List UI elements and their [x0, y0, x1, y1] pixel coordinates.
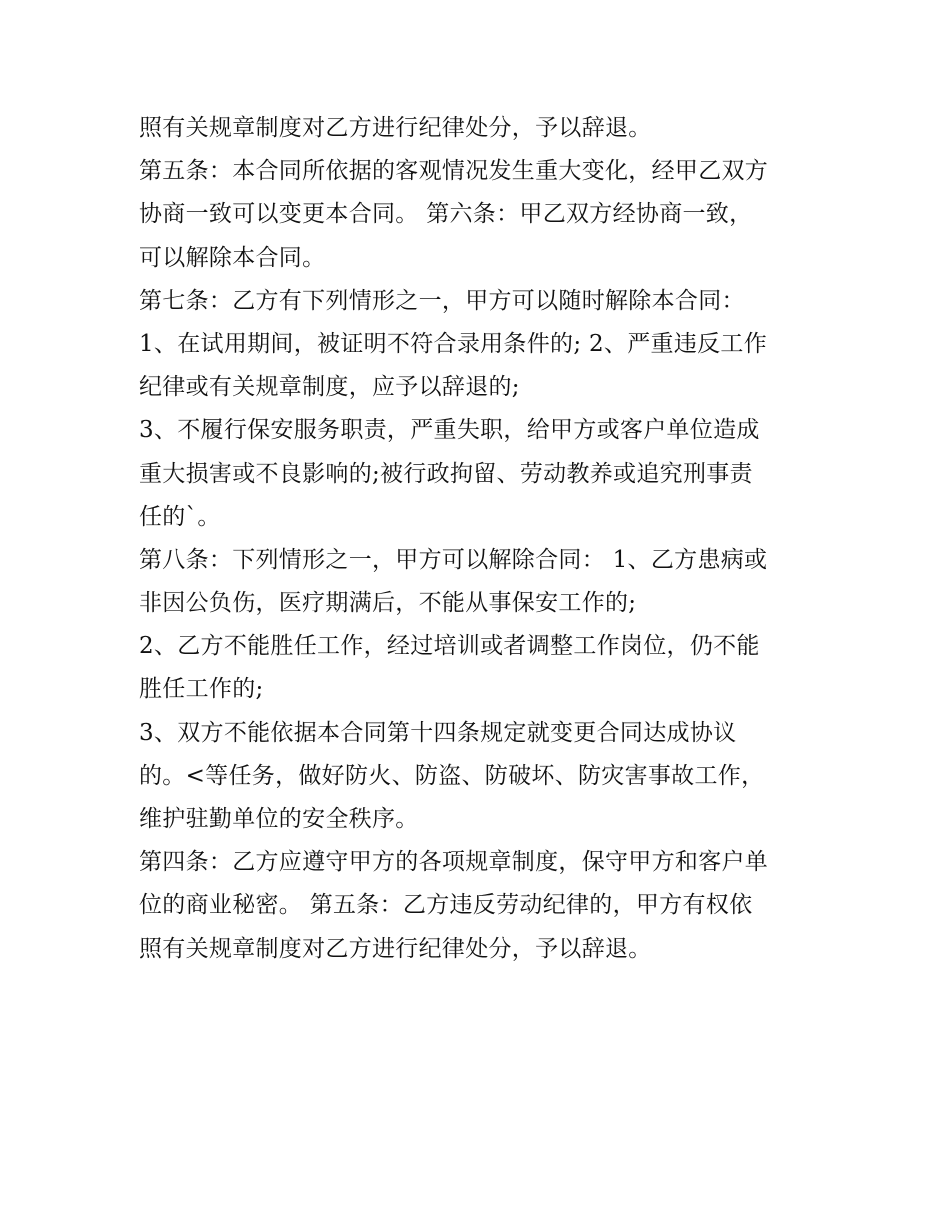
- text-line: 2、乙方不能胜任工作，经过培训或者调整工作岗位，仍不能: [139, 633, 760, 660]
- text-line: 照有关规章制度对乙方进行纪律处分，予以辞退。: [139, 935, 652, 962]
- text-line: 任的`。: [139, 503, 221, 530]
- text-line: 重大损害或不良影响的;被行政拘留、劳动教养或追究刑事责: [139, 460, 753, 487]
- text-line: 位的商业秘密。 第五条：乙方违反劳动纪律的，甲方有权依: [139, 892, 753, 919]
- text-line: 照有关规章制度对乙方进行纪律处分，予以辞退。: [139, 115, 652, 141]
- text-line: 维护驻勤单位的安全秩序。: [139, 806, 419, 832]
- text-line: 第四条：乙方应遵守甲方的各项规章制度，保守甲方和客户单: [139, 849, 769, 876]
- text-line: 3、双方不能依据本合同第十四条规定就变更合同达成协议: [139, 719, 737, 746]
- text-line: 第七条：乙方有下列情形之一，甲方可以随时解除本合同：: [139, 287, 745, 314]
- text-line: 1、在试用期间，被证明不符合录用条件的; 2、严重违反工作: [139, 330, 768, 357]
- text-line: 胜任工作的;: [139, 676, 264, 703]
- text-line: 非因公负伤，医疗期满后，不能从事保安工作的;: [139, 590, 637, 617]
- text-line: 的。<等任务，做好防火、防盗、防破坏、防灾害事故工作，: [139, 762, 765, 789]
- text-line: 可以解除本合同。: [139, 244, 326, 271]
- text-line: 协商一致可以变更本合同。 第六条：甲乙双方经协商一致，: [139, 201, 753, 228]
- text-line: 3、不履行保安服务职责，严重失职，给甲方或客户单位造成: [139, 417, 760, 444]
- text-line: 第五条：本合同所依据的客观情况发生重大变化，经甲乙双方: [139, 158, 769, 185]
- document-body: [139, 107, 839, 971]
- text-line: 第八条：下列情形之一，甲方可以解除合同： 1、乙方患病或: [139, 546, 768, 573]
- text-line: 纪律或有关规章制度，应予以辞退的;: [139, 374, 520, 401]
